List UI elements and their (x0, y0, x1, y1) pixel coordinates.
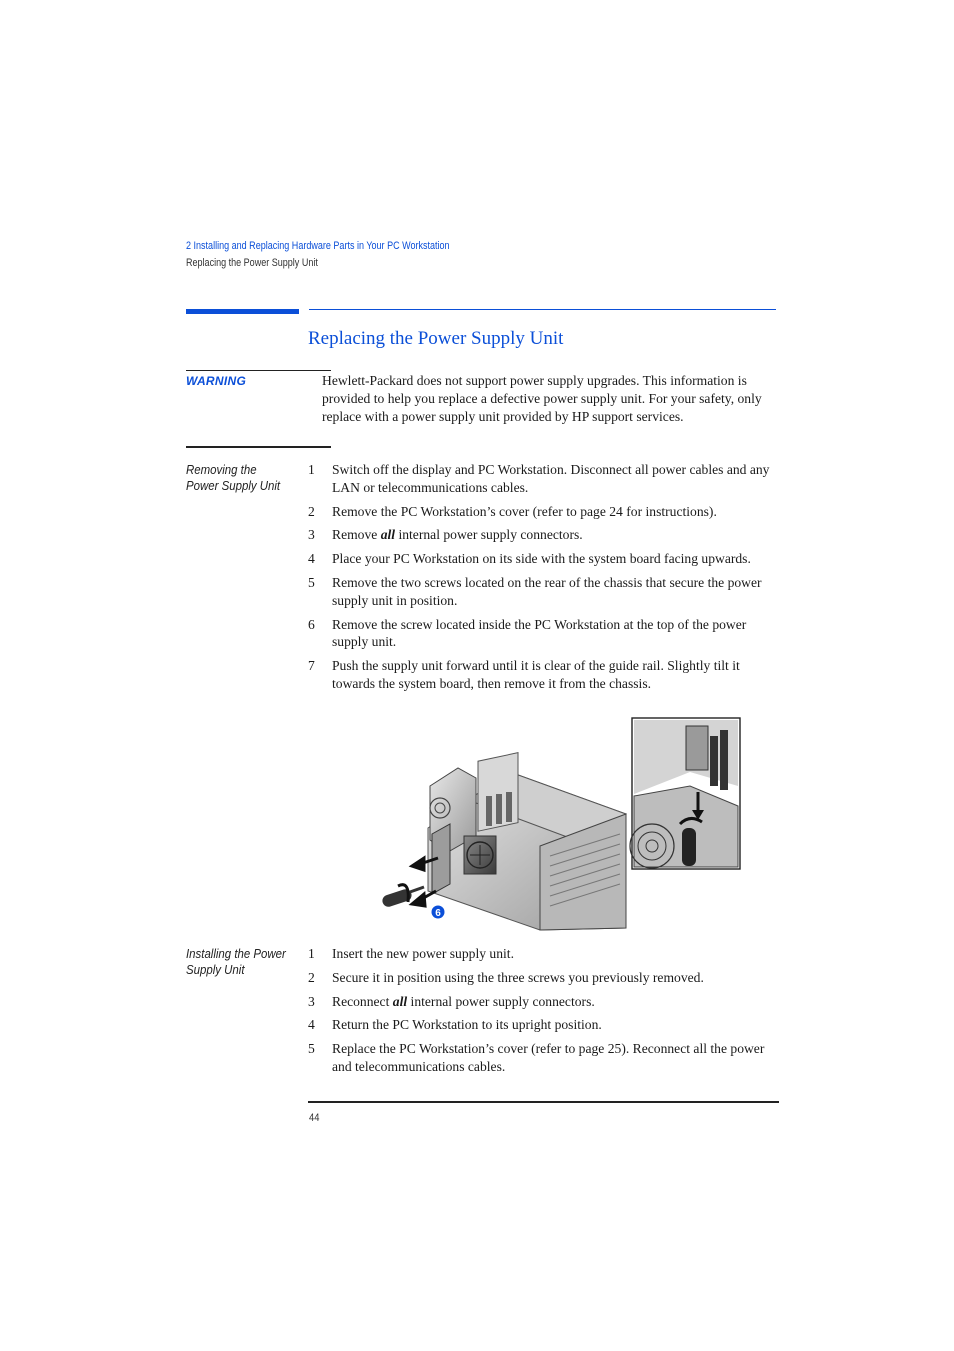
step-number: 6 (308, 616, 315, 632)
step-number: 5 (308, 574, 315, 590)
step-text-part: Reconnect (332, 993, 393, 1009)
step-item (308, 526, 776, 544)
title-accent-bar (186, 309, 299, 314)
step-number: 3 (308, 993, 315, 1009)
step-emphasis: all (380, 527, 396, 543)
warning-text: Hewlett-Packard does not support power supply upgrades. This information is provided to help you replace a defective power supply unit. For your safety, only replace with a power supply unit provided by HP support services. (322, 373, 762, 424)
power-supply-removal-illustration (380, 716, 742, 932)
running-header (186, 239, 507, 271)
footer-rule (308, 1101, 779, 1103)
step-text-part: Place your PC Workstation on its side with the system board facing upwards. (332, 551, 751, 567)
step-text-part: internal power supply connectors. (395, 527, 583, 543)
step-item (308, 657, 776, 693)
step-text (332, 504, 717, 519)
step-text (332, 1017, 602, 1032)
step-text (332, 617, 746, 650)
step-item (308, 1040, 776, 1076)
page-number: 44 (309, 1112, 320, 1124)
step-text-part: Remove the two screws located on the rear of the chassis that secure the power supply unit in position. (332, 574, 762, 608)
step-text-part: internal power supply connectors. (407, 993, 595, 1009)
step-number: 5 (308, 1041, 315, 1057)
step-item (308, 616, 776, 652)
warning-top-rule (186, 370, 331, 371)
step-text-part: Remove (332, 527, 381, 543)
step-number: 7 (308, 658, 315, 674)
step-item (308, 945, 776, 963)
installing-label-line: Installing the Power (186, 946, 286, 961)
step-text (332, 527, 583, 542)
removing-label-line: Removing the (186, 462, 257, 477)
step-text (332, 551, 751, 566)
chassis-drawing (428, 753, 626, 930)
warning-bottom-rule (186, 446, 331, 448)
removing-section-label (186, 462, 296, 494)
step-text (332, 970, 704, 985)
installing-label-line: Supply Unit (186, 962, 245, 977)
step-text-part: Switch off the display and PC Workstation. Disconnect all power cables and any LAN or telecommunications cables. (332, 462, 770, 495)
step-number: 1 (308, 946, 315, 961)
step-text (332, 946, 514, 961)
step-item (308, 461, 776, 497)
step-text (332, 575, 762, 608)
page-title: Replacing the Power Supply Unit (308, 328, 564, 349)
step-number: 1 (308, 462, 315, 477)
step-text-part: Remove the screw located inside the PC Workstation at the top of the power supply unit. (332, 616, 747, 650)
step-number: 3 (308, 527, 315, 543)
step-text-part: Replace the PC Workstation’s cover (refer to page 25). Reconnect all the power and telecommunications cables. (332, 1041, 765, 1074)
step-text-part: Return the PC Workstation to its upright position. (332, 1017, 602, 1033)
step-text (332, 994, 595, 1009)
removing-label-line: Power Supply Unit (186, 478, 281, 493)
chapter-heading: 2 Installing and Replacing Hardware Parts in Your PC Workstation (186, 240, 450, 252)
step-text-part: Remove the PC Workstation’s cover (refer to page 24 for instructions). (332, 503, 717, 519)
step-number: 4 (308, 551, 315, 567)
step-item (308, 1016, 776, 1034)
step-number: 4 (308, 1017, 315, 1033)
callout-badge (432, 906, 445, 920)
callout-number: 6 (435, 908, 441, 919)
title-rule (309, 309, 776, 310)
step-text-part: Push the supply unit forward until it is clear of the guide rail. Slightly tilt it towards the system board, then remove it from the chassis. (332, 658, 740, 691)
installing-steps-list (308, 945, 776, 1082)
step-number: 2 (308, 969, 315, 985)
warning-label: WARNING (186, 374, 247, 388)
step-text-part: Secure it in position using the three screws you previously removed. (332, 969, 704, 985)
section-heading: Replacing the Power Supply Unit (186, 257, 318, 269)
inset-detail-drawing (630, 718, 740, 869)
step-number: 2 (308, 503, 315, 519)
step-emphasis: all (392, 993, 408, 1009)
installing-section-label (186, 946, 296, 978)
step-item (308, 550, 776, 568)
step-item (308, 993, 776, 1011)
step-text (332, 658, 740, 691)
step-item (308, 503, 776, 521)
step-text-part: Insert the new power supply unit. (332, 946, 514, 961)
step-text (332, 1041, 764, 1074)
step-text (332, 462, 769, 495)
step-item (308, 574, 776, 610)
step-item (308, 969, 776, 987)
removing-steps-list (308, 461, 776, 699)
